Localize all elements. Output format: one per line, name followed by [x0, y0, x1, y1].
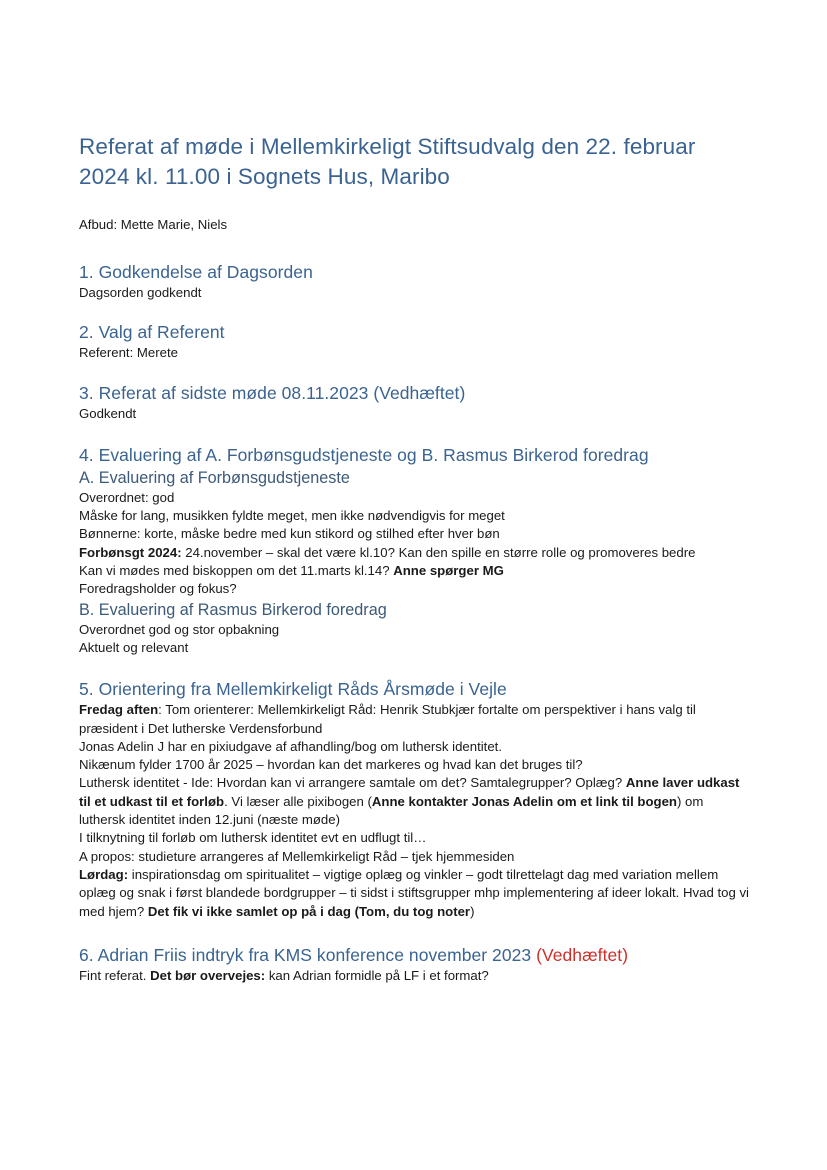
spacer	[79, 363, 749, 381]
section-3-heading: 3. Referat af sidste møde 08.11.2023 (Vedhæftet)	[79, 382, 466, 403]
document-title: Referat af møde i Mellemkirkeligt Stiftsudvalg den 22. februar 2024 kl. 11.00 i Sognets Hus, Maribo	[79, 134, 696, 189]
section-4a-line-5	[79, 562, 749, 580]
section-5	[79, 677, 749, 921]
section-4-heading: 4. Evaluering af A. Forbønsgudstjeneste og B. Rasmus Birkerod foredrag	[79, 444, 649, 465]
anne-sporger-mg: Anne spørger MG	[393, 563, 504, 579]
section-4-subheading-a: A. Evaluering af Forbønsgudstjeneste	[79, 468, 350, 487]
section-6-heading-main: 6. Adrian Friis indtryk fra KMS konference november 2023	[79, 944, 537, 965]
spacer	[79, 423, 749, 443]
fredag-aften-label: Fredag aften	[79, 702, 159, 718]
forbonsgt-text: 24.november – skal det være kl.10? Kan den spille en større rolle og promoveres bedre	[181, 544, 696, 560]
section-6	[79, 943, 749, 985]
section-5-para-5: I tilknytning til forløb om luthersk identitet evt en udflugt til…	[79, 830, 427, 846]
section-5-para-3: Nikænum fylder 1700 år 2025 – hvordan kan det markeres og hvad kan det bruges til?	[79, 757, 583, 773]
section-4a-line-6: Foredragsholder og fokus?	[79, 581, 237, 597]
lordag-text-1: inspirationsdag om spiritualitet – vigtige oplæg og vinkler – godt tilrettelagt dag med variation mellem oplæg og snak i først blandede bordgrupper – ti sidst i stiftsgrupper mhp implementering af ideer lokalt. Hvad tog vi med hjem?	[79, 866, 749, 919]
section-5-para-1	[79, 701, 749, 738]
anne-kontakter-jonas: Anne kontakter Jonas Adelin om et link til bogen	[371, 793, 677, 809]
section-5-para-4	[79, 774, 749, 829]
biskop-text: Kan vi mødes med biskoppen om det 11.marts kl.14?	[79, 563, 394, 579]
section-6-line-1	[79, 967, 749, 985]
section-5-heading: 5. Orientering fra Mellemkirkeligt Råds Årsmøde i Vejle	[79, 679, 507, 700]
section-6-attachment-marker: (Vedhæftet)	[536, 944, 629, 965]
section-2	[79, 320, 749, 362]
fredag-aften-text: : Tom orienterer: Mellemkirkeligt Råd: Henrik Stubkjær fortalte om perspektiver i hans valg til præsident i Det lutherske Verdensforbund	[79, 702, 696, 736]
luthersk-identitet-text-2: . Vi læser alle pixibogen (	[224, 793, 372, 809]
adrian-format-text: kan Adrian formidle på LF i et format?	[265, 967, 489, 983]
section-3-line-1: Godkendt	[79, 405, 137, 421]
spacer	[79, 234, 749, 260]
section-4a-line-1: Overordnet: god	[79, 489, 175, 505]
section-1	[79, 260, 749, 302]
fint-referat-text: Fint referat.	[79, 967, 151, 983]
section-1-line-1: Dagsorden godkendt	[79, 285, 202, 300]
lordag-label: Lørdag:	[79, 866, 129, 882]
lordag-text-2: )	[470, 903, 475, 919]
section-4	[79, 443, 749, 657]
section-4a-line-2: Måske for lang, musikken fyldte meget, men ikke nødvendigvis for meget	[79, 508, 505, 524]
lordag-bold-note: Det fik vi ikke samlet op på i dag (Tom, du tog noter	[147, 903, 471, 919]
section-5-para-7	[79, 866, 749, 921]
forbonsgt-label: Forbønsgt 2024:	[79, 544, 182, 560]
section-2-heading: 2. Valg af Referent	[79, 322, 225, 343]
section-5-para-2: Jonas Adelin J har en pixiudgave af afhandling/bog om luthersk identitet.	[79, 738, 503, 754]
section-4b-line-2: Aktuelt og relevant	[79, 639, 189, 655]
spacer	[79, 657, 749, 677]
section-4-subheading-b: B. Evaluering af Rasmus Birkerod foredrag	[79, 600, 387, 619]
anne-laver-udkast: Anne laver udkast til et udkast til et forløb	[79, 775, 740, 809]
spacer	[79, 302, 749, 320]
det-bor-overvejes: Det bør overvejes:	[150, 967, 266, 983]
spacer	[79, 921, 749, 943]
luthersk-identitet-text-1: Luthersk identitet - Ide: Hvordan kan vi arrangere samtale om det? Samtalegrupper? Oplæg?	[79, 775, 626, 791]
section-5-para-6: A propos: studieture arrangeres af Mellemkirkeligt Råd – tjek hjemmesiden	[79, 848, 515, 864]
section-2-line-1: Referent: Merete	[79, 345, 178, 361]
section-4a-line-3: Bønnerne: korte, måske bedre med kun stikord og stilhed efter hver bøn	[79, 526, 500, 542]
section-3	[79, 381, 749, 423]
luthersk-identitet-text-3: ) om luthersk identitet inden 12.juni (næste møde)	[79, 793, 704, 828]
section-1-heading: 1. Godkendelse af Dagsorden	[79, 262, 313, 282]
section-4a-line-4	[79, 544, 749, 562]
section-4b-line-1: Overordnet god og stor opbakning	[79, 621, 280, 637]
attendance-line: Afbud: Mette Marie, Niels	[79, 217, 228, 232]
section-6-heading	[79, 943, 749, 967]
